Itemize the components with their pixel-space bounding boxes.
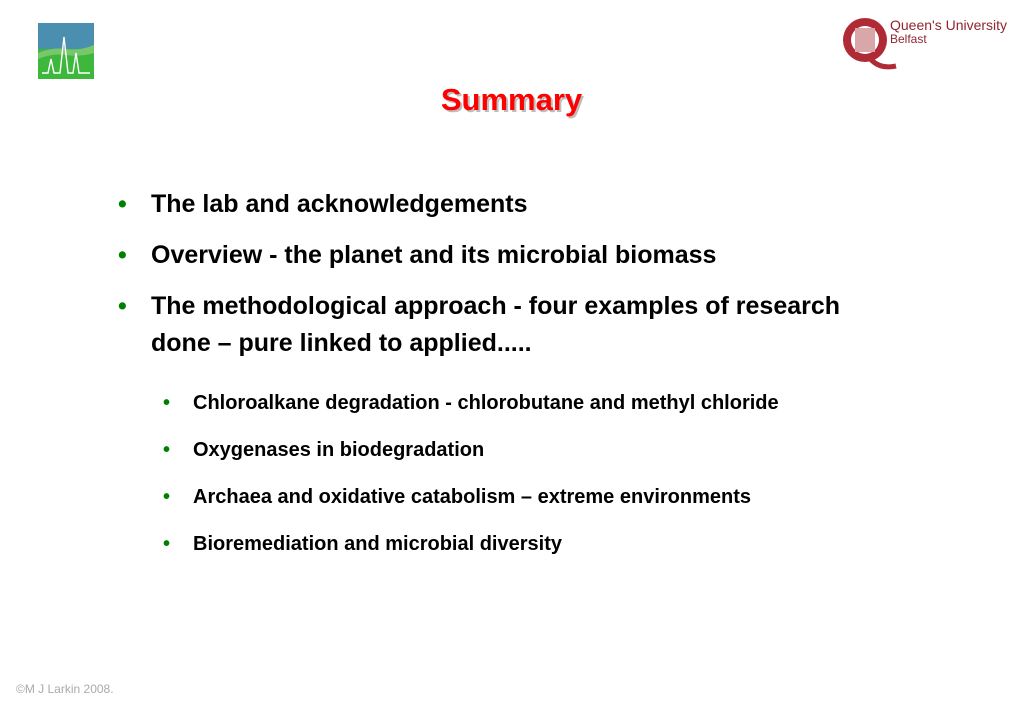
sub-bullet-item (163, 482, 953, 512)
qub-wordmark-line2: Belfast (890, 32, 927, 46)
sub-bullet-item (163, 388, 953, 418)
main-bullet-list (118, 186, 898, 376)
sub-bullet-text: Archaea and oxidative catabolism – extreme environments (193, 486, 751, 508)
sub-bullet-text: Bioremediation and microbial diversity (193, 533, 562, 555)
bullet-icon: • (118, 241, 127, 269)
bullet-text: The methodological approach - four examples of research done – pure linked to applied..... (151, 292, 841, 357)
slide-title: Summary (440, 82, 583, 117)
bullet-icon: • (163, 392, 171, 414)
chromatogram-logo (38, 23, 94, 79)
copyright-footer: ©M J Larkin 2008. (16, 682, 114, 696)
bullet-icon: • (163, 486, 171, 508)
sub-bullet-item (163, 529, 953, 559)
bullet-icon: • (163, 439, 171, 461)
sub-bullet-item (163, 435, 953, 465)
qub-wordmark-line1: Queen's University (890, 17, 1008, 33)
bullet-text: Overview - the planet and its microbial biomass (151, 241, 717, 269)
bullet-icon: • (163, 533, 171, 555)
bullet-item (118, 186, 898, 223)
bullet-item (118, 237, 898, 274)
bullet-text: The lab and acknowledgements (151, 190, 528, 218)
bullet-icon: • (118, 292, 127, 320)
qub-wordmark (890, 18, 1007, 46)
sub-bullet-text: Oxygenases in biodegradation (193, 439, 485, 461)
bullet-icon: • (118, 190, 127, 218)
bullet-item (118, 288, 898, 362)
sub-bullet-list (163, 388, 953, 576)
sub-bullet-text: Chloroalkane degradation - chlorobutane and methyl chloride (193, 392, 779, 414)
